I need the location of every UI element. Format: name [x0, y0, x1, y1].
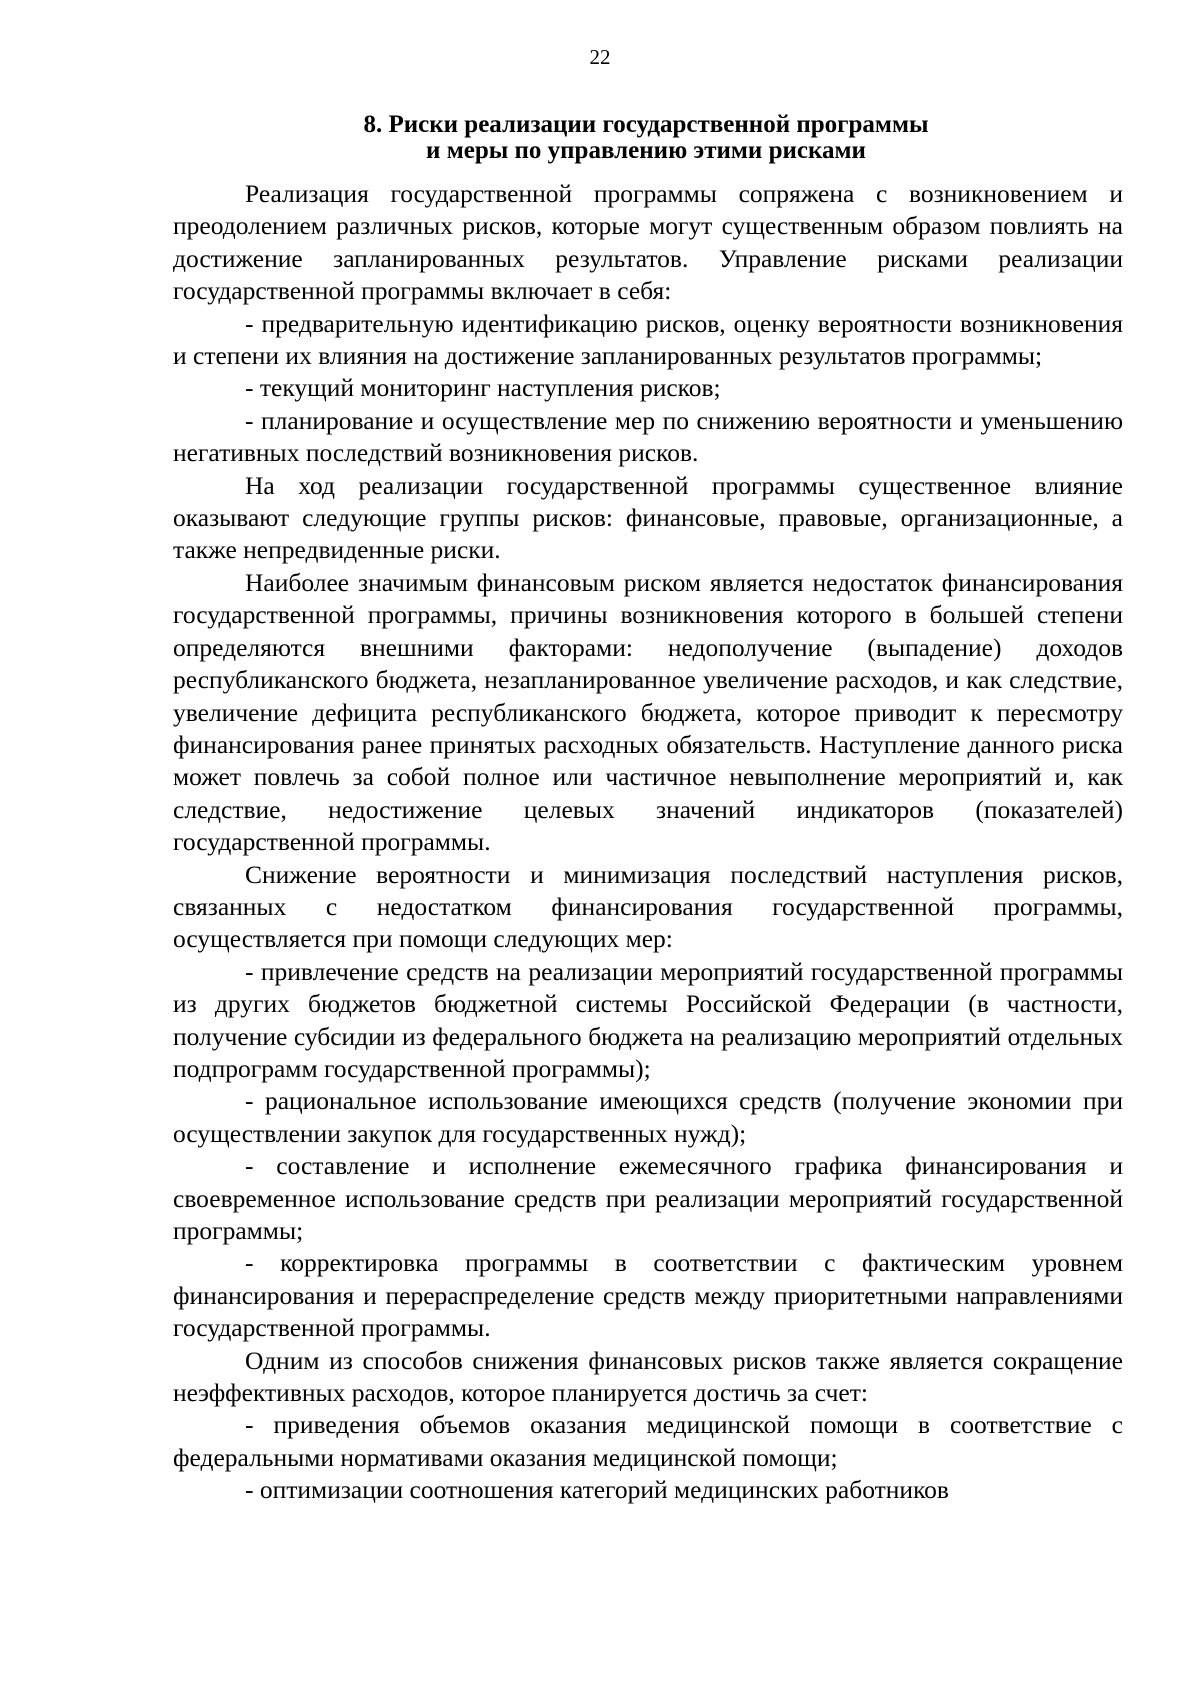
- paragraph: На ход реализации государственной программы существенное влияние оказывают следующие группы рисков: финансовые, правовые, организационные, а также непредвиденные риски.: [173, 470, 1123, 565]
- list-item: - текущий мониторинг наступления рисков;: [245, 373, 721, 403]
- list-item: - планирование и осуществление мер по снижению вероятности и уменьшению негативных последствий возникновения рисков.: [173, 405, 1123, 468]
- list-item: - приведения объемов оказания медицинской помощи в соответствие с федеральными нормативами оказания медицинской помощи;: [173, 1410, 1123, 1472]
- list-item: - рациональное использование имеющихся средств (получение экономии при осуществлении закупок для государственных нужд);: [173, 1086, 1123, 1148]
- paragraph: Наиболее значимым финансовым риском является недостаток финансирования государственной программы, причины возникновения которого в большей степени определяются внешними факторами: недополучение (выпадение) доходов республиканского бюджета, незапланированное увеличение расходов, и как следствие, увеличение дефицита республиканского бюджета, которое приводит к пересмотру финансирования ранее принятых расходных обязательств. Наступление данного риска может повлечь за собой полное или частичное невыполнение мероприятий и, как следствие, недостижение целевых значений индикаторов (показателей) государственной программы.: [173, 567, 1123, 857]
- list-item: - составление и исполнение ежемесячного графика финансирования и своевременное использование средств при реализации мероприятий государственной программы;: [173, 1151, 1123, 1245]
- list-item: - предварительную идентификацию рисков, оценку вероятности возникновения и степени их влияния на достижение запланированных результатов программы;: [173, 308, 1123, 371]
- list-item: - корректировка программы в соответствии с фактическим уровнем финансирования и перераспределение средств между приоритетными направлениями государственной программы.: [173, 1248, 1123, 1343]
- section-heading: [170, 112, 1122, 164]
- paragraph: Снижение вероятности и минимизация последствий наступления рисков, связанных с недостатком финансирования государственной программы, осуществляется при помощи следующих мер:: [173, 859, 1123, 954]
- list-item: - оптимизации соотношения категорий медицинских работников: [245, 1475, 949, 1505]
- paragraph: Реализация государственной программы сопряжена с возникновением и преодолением различных рисков, которые могут существенным образом повлиять на достижение запланированных результатов. Управление рисками реализации государственной программы включает в себя:: [173, 179, 1123, 306]
- section-heading-line-2: и меры по управлению этими рисками: [426, 137, 866, 164]
- paragraph: Одним из способов снижения финансовых рисков также является сокращение неэффективных расходов, которое планируется достичь за счет:: [173, 1345, 1123, 1408]
- page-number: 22: [589, 45, 611, 69]
- document-body: [173, 178, 1123, 1507]
- section-heading-line-1: 8. Риски реализации государственной программы: [363, 111, 929, 138]
- list-item: - привлечение средств на реализации мероприятий государственной программы из других бюджетов бюджетной системы Российской Федерации (в частности, получение субсидии из федерального бюджета на реализацию мероприятий отдельных подпрограмм государственной программы);: [173, 956, 1123, 1083]
